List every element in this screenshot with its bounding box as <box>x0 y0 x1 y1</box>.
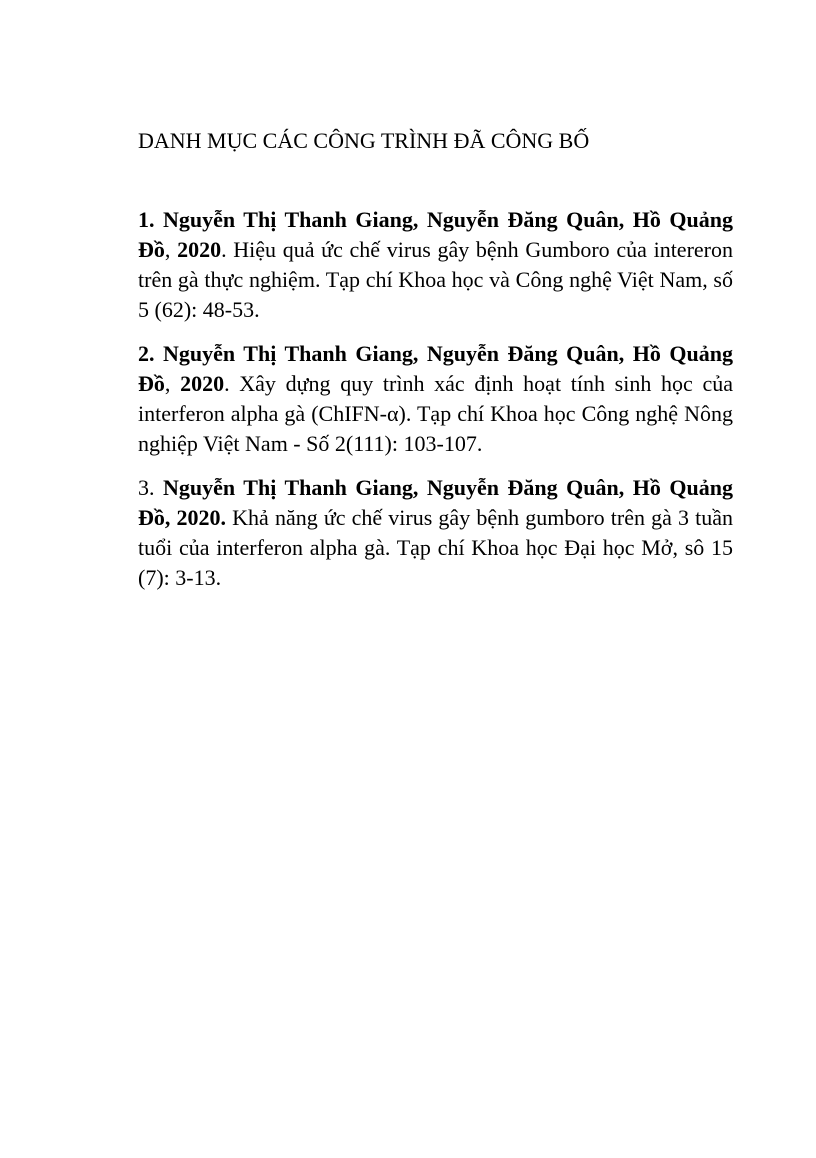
publication-year: 2020 <box>177 237 222 262</box>
publication-number: 3 <box>138 475 149 500</box>
publication-authors: Nguyễn Thị Thanh Giang, Nguyễn Đăng Quân, Hồ Quảng Đồ <box>138 341 733 396</box>
publication-separator: , <box>164 237 171 262</box>
document-page <box>138 126 733 607</box>
publication-item-3: 3. Nguyễn Thị Thanh Giang, Nguyễn Đăng Quân, Hồ Quảng Đồ, 2020. Khả năng ức chế virus gây bệnh gumboro trên gà 3 tuần tuổi của interferon alpha gà. Tạp chí Khoa học Đại học Mở, sô 15 (7): 3-13. <box>138 475 734 590</box>
publication-separator: , <box>164 371 171 396</box>
publication-year: 2020 <box>180 371 225 396</box>
publication-text: Khả năng ức chế virus gây bệnh gumboro trên gà 3 tuần tuổi của interferon alpha gà. Tạp chí Khoa học Đại học Mở, sô 15 (7): 3-13. <box>138 505 734 590</box>
publication-item-1 <box>138 205 733 325</box>
publication-authors: Nguyễn Thị Thanh Giang, Nguyễn Đăng Quân, Hồ Quảng Đồ <box>138 207 733 262</box>
publication-text: . Hiệu quả ức chế virus gây bệnh Gumboro của intereron trên gà thực nghiệm. Tạp chí Khoa học và Công nghệ Việt Nam, số 5 (62): 48-53. <box>138 237 733 322</box>
publication-separator: , <box>164 505 171 530</box>
publication-authors: Nguyễn Thị Thanh Giang, Nguyễn Đăng Quân, Hồ Quảng Đồ <box>138 475 733 530</box>
publication-number: 1. <box>138 207 155 232</box>
publication-number: 2. <box>138 341 155 366</box>
publication-year: 2020. <box>176 505 227 530</box>
publication-item-2 <box>138 339 733 459</box>
publication-text: . Xây dựng quy trình xác định hoạt tính sinh học của interferon alpha gà (ChIFN-α). Tạp chí Khoa học Công nghệ Nông nghiệp Việt Nam - Số 2(111): 103-107. <box>138 371 734 456</box>
page-title: DANH MỤC CÁC CÔNG TRÌNH ĐÃ CÔNG BỐ <box>138 128 590 153</box>
